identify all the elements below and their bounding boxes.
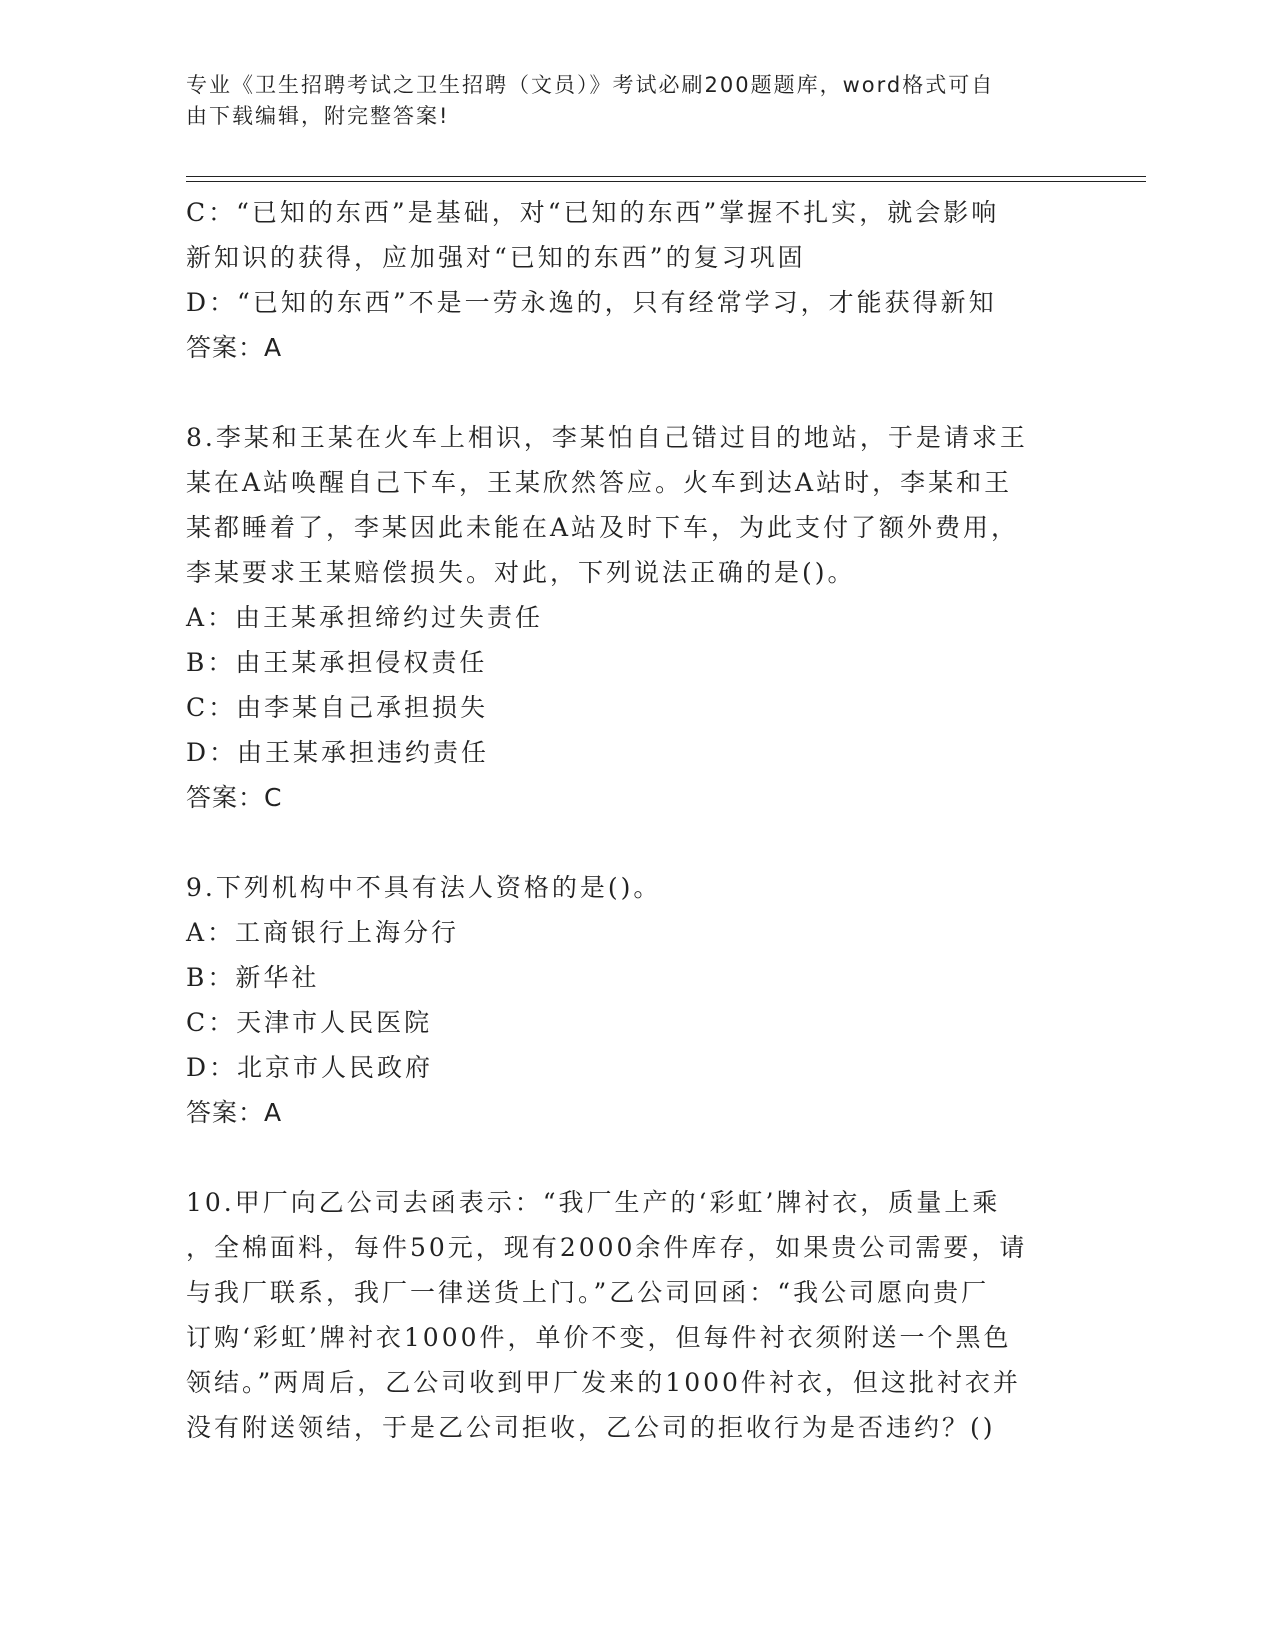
q9-answer: 答案：A <box>186 1098 283 1127</box>
q9-option-d: D：北京市人民政府 <box>186 1053 434 1082</box>
header-text <box>186 70 1066 132</box>
question-9 <box>186 865 1086 1135</box>
q10-stem-line: 领结。”两周后，乙公司收到甲厂发来的1000件衬衣，但这批衬衣并 <box>186 1368 1021 1397</box>
question-8 <box>186 415 1086 820</box>
q10-stem-line: 订购‘彩虹’牌衬衣1000件，单价不变，但每件衬衣须附送一个黑色 <box>186 1323 1012 1352</box>
q8-stem-line: 某都睡着了，李某因此未能在A站及时下车，为此支付了额外费用， <box>186 513 1020 542</box>
header-line-2: 由下载编辑，附完整答案! <box>186 104 450 128</box>
q9-option-a: A：工商银行上海分行 <box>186 918 460 947</box>
q9-stem: 9.下列机构中不具有法人资格的是()。 <box>186 873 662 902</box>
q9-option-c: C：天津市人民医院 <box>186 1008 433 1037</box>
q10-stem-line: ，全棉面料，每件50元，现有2000余件库存，如果贵公司需要，请 <box>186 1233 1028 1262</box>
document-header <box>186 70 1146 132</box>
header-line-1: 专业《卫生招聘考试之卫生招聘（文员）》考试必刷200题题库，word格式可自 <box>186 73 995 97</box>
q8-option-a: A：由王某承担缔约过失责任 <box>186 603 544 632</box>
q7-option-c-line-2: 新知识的获得，应加强对“已知的东西”的复习巩固 <box>186 243 806 272</box>
q8-answer: 答案：C <box>186 783 283 812</box>
q10-stem-line: 10.甲厂向乙公司去函表示：“我厂生产的‘彩虹’牌衬衣，质量上乘 <box>186 1188 1001 1217</box>
q7-option-c-line-1: C：“已知的东西”是基础，对“已知的东西”掌握不扎实，就会影响 <box>186 198 1000 227</box>
q8-stem-line: 某在A站唤醒自己下车，王某欣然答应。火车到达A站时，李某和王 <box>186 468 1013 497</box>
q8-option-b: B：由王某承担侵权责任 <box>186 648 488 677</box>
question-7-tail <box>186 190 1086 370</box>
q8-option-d: D：由王某承担违约责任 <box>186 738 490 767</box>
q8-option-c: C：由李某自己承担损失 <box>186 693 489 722</box>
q10-stem-line: 没有附送领结，于是乙公司拒收，乙公司的拒收行为是否违约？() <box>186 1413 996 1442</box>
q9-option-b: B：新华社 <box>186 963 320 992</box>
question-content <box>186 190 1086 1450</box>
question-10 <box>186 1180 1086 1450</box>
header-rule-thick <box>186 176 1146 177</box>
q8-stem-line: 8.李某和王某在火车上相识，李某怕自己错过目的地站，于是请求王 <box>186 423 1028 452</box>
q7-option-d: D：“已知的东西”不是一劳永逸的，只有经常学习，才能获得新知 <box>186 288 997 317</box>
header-rule-thin <box>186 181 1146 182</box>
q8-stem-line: 李某要求王某赔偿损失。对此，下列说法正确的是()。 <box>186 558 856 587</box>
q7-answer: 答案：A <box>186 333 283 362</box>
q10-stem-line: 与我厂联系，我厂一律送货上门。”乙公司回函：“我公司愿向贵厂 <box>186 1278 990 1307</box>
